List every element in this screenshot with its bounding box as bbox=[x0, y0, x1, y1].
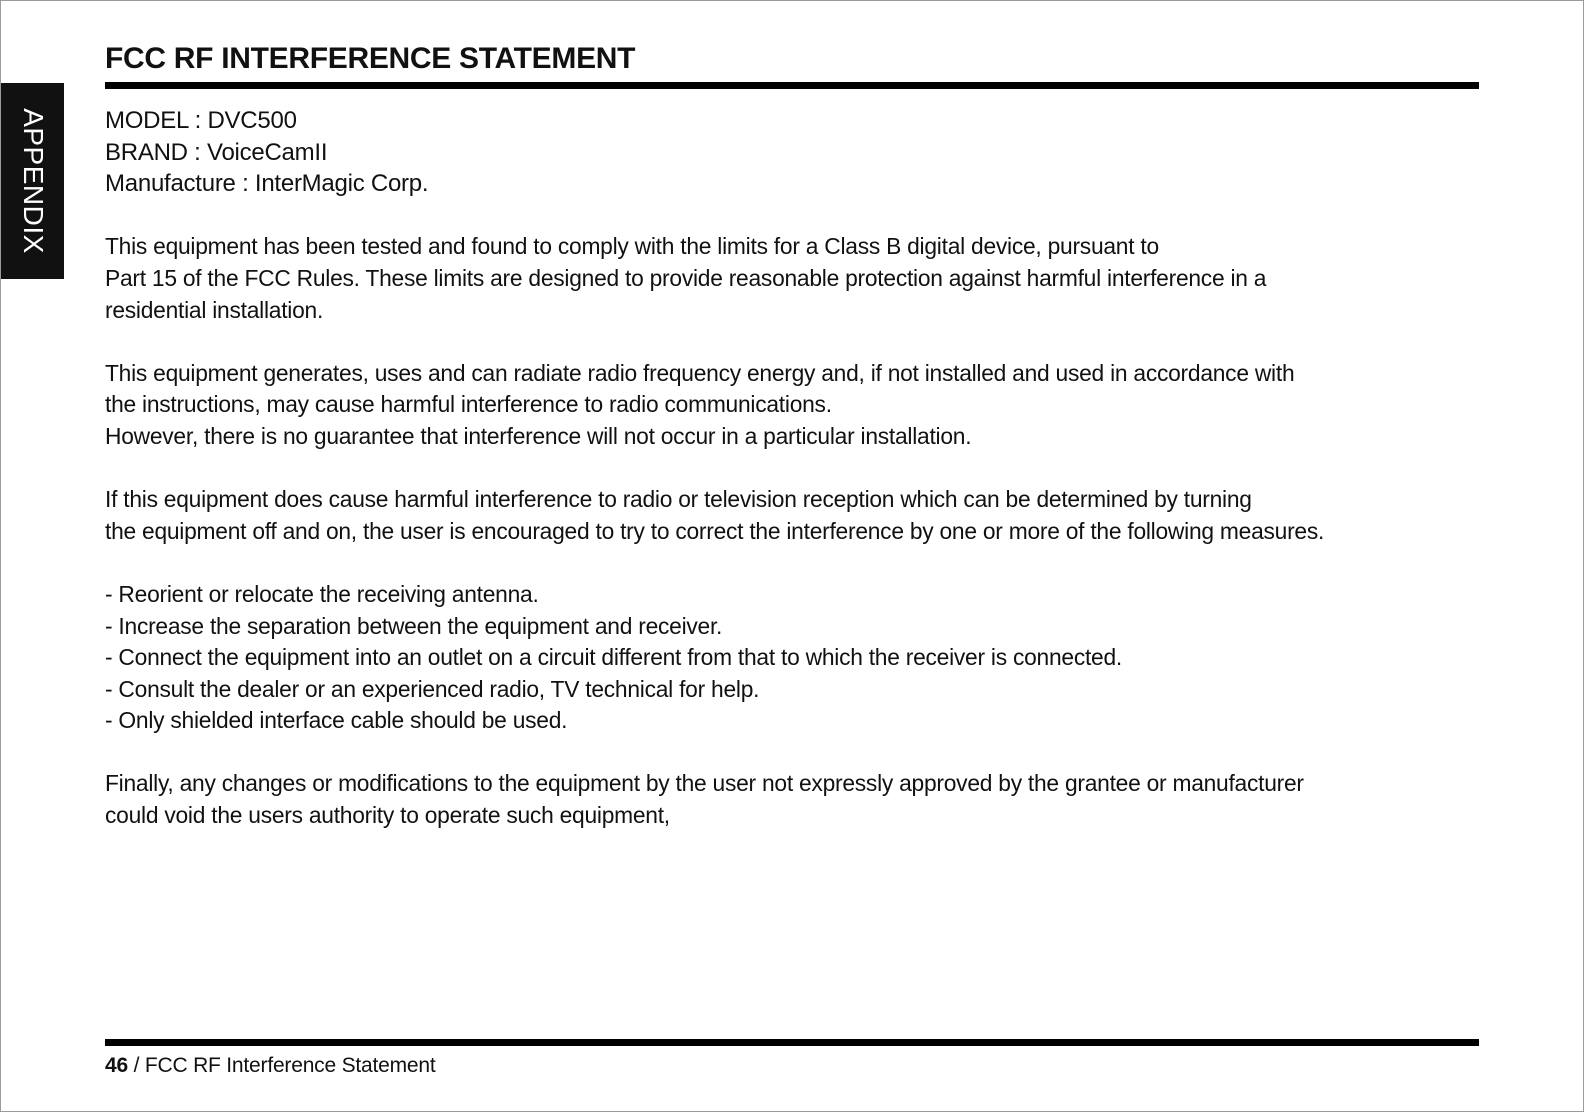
paragraph-line: residential installation. bbox=[105, 296, 324, 323]
appendix-side-tab bbox=[1, 83, 64, 279]
radiation-paragraph bbox=[105, 358, 1495, 453]
manufacture-line: Manufacture : InterMagic Corp. bbox=[105, 170, 429, 198]
paragraph-spacer bbox=[105, 737, 1495, 769]
paragraph-line: could void the users authority to operate such equipment, bbox=[105, 802, 670, 829]
paragraph-line: If this equipment does cause harmful interference to radio or television reception which can be determined by turning bbox=[105, 486, 1252, 513]
measure-item: - Only shielded interface cable should be used. bbox=[105, 707, 568, 734]
measure-item: - Increase the separation between the equipment and receiver. bbox=[105, 612, 723, 639]
title-divider bbox=[105, 82, 1479, 89]
page-title: FCC RF INTERFERENCE STATEMENT bbox=[105, 42, 636, 75]
compliance-paragraph bbox=[105, 231, 1495, 326]
paragraph-line: Part 15 of the FCC Rules. These limits are designed to provide reasonable protection against harmful interference in a bbox=[105, 264, 1267, 291]
footer-divider bbox=[105, 1039, 1479, 1046]
paragraph-spacer bbox=[105, 547, 1495, 579]
measure-item: - Connect the equipment into an outlet on a circuit different from that to which the receiver is connected. bbox=[105, 644, 1122, 671]
measures-list bbox=[105, 579, 1495, 737]
appendix-tab-label: APPENDIX bbox=[17, 108, 49, 254]
paragraph-line: This equipment has been tested and found to comply with the limits for a Class B digital device, pursuant to bbox=[105, 233, 1159, 260]
page-number: 46 bbox=[105, 1054, 128, 1077]
document-content bbox=[105, 105, 1495, 832]
paragraph-line: the instructions, may cause harmful interference to radio communications. bbox=[105, 391, 832, 418]
measure-item: - Consult the dealer or an experienced radio, TV technical for help. bbox=[105, 675, 760, 702]
footer-section-title: FCC RF Interference Statement bbox=[144, 1054, 436, 1077]
paragraph-spacer bbox=[105, 326, 1495, 358]
paragraph-line: However, there is no guarantee that interference will not occur in a particular installation. bbox=[105, 422, 972, 449]
measure-item: - Reorient or relocate the receiving antenna. bbox=[105, 580, 539, 607]
paragraph-line: the equipment off and on, the user is encouraged to try to correct the interference by one or more of the following measures. bbox=[105, 517, 1325, 544]
paragraph-spacer bbox=[105, 453, 1495, 485]
paragraph-line: This equipment generates, uses and can radiate radio frequency energy and, if not installed and used in accordance with bbox=[105, 359, 1295, 386]
brand-line: BRAND : VoiceCamII bbox=[105, 138, 328, 166]
page-footer bbox=[105, 1051, 436, 1081]
model-line: MODEL : DVC500 bbox=[105, 107, 297, 134]
modifications-paragraph bbox=[105, 768, 1495, 831]
paragraph-line: Finally, any changes or modifications to the equipment by the user not expressly approved by the grantee or manufacturer bbox=[105, 770, 1304, 797]
footer-separator: / bbox=[127, 1054, 145, 1077]
interference-paragraph bbox=[105, 484, 1495, 547]
paragraph-spacer bbox=[105, 200, 1495, 232]
